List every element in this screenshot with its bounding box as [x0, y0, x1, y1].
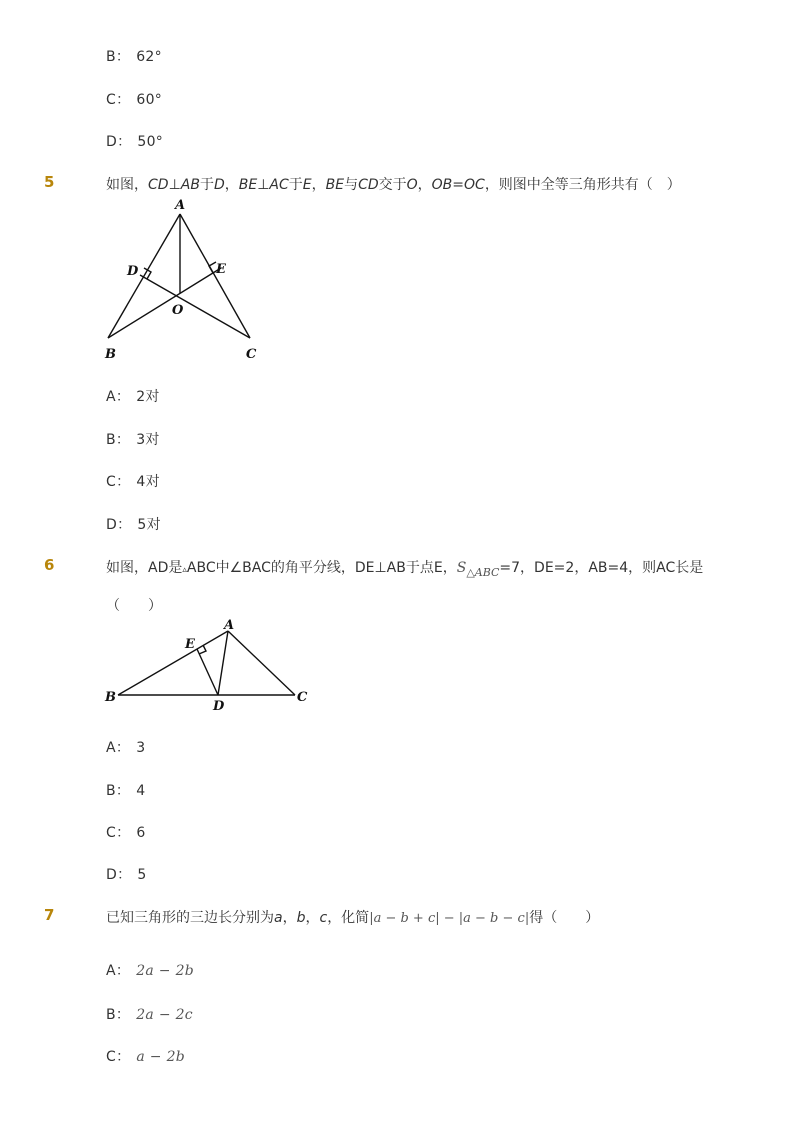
area-subscript: △ABC [466, 565, 500, 579]
option-value: 3 [136, 740, 146, 756]
label-d: D [127, 264, 139, 279]
question-number-6: 6 [44, 556, 55, 574]
option-label: B： [106, 432, 131, 448]
option-label: C： [106, 825, 131, 841]
option-label: D： [106, 134, 132, 150]
abs-expression: |a − b + c| − |a − b − c| [369, 911, 530, 926]
q5-yu1: 于 [199, 177, 214, 193]
area-symbol: S [456, 560, 467, 576]
q5-comma2: ， [311, 177, 326, 193]
option-label: A： [106, 389, 131, 405]
q5-text-suffix: ，则图中全等三角形共有（ ） [484, 177, 681, 193]
q5-text-prefix: 如图， [106, 177, 148, 193]
question-7-text [106, 907, 599, 927]
q7-option-c[interactable] [106, 1046, 185, 1066]
line-ac [180, 214, 250, 338]
q6-option-c[interactable] [106, 822, 146, 842]
q5-cd: CD [148, 177, 169, 193]
var-a: a [274, 910, 283, 926]
q5-be: BE [238, 177, 258, 193]
option-value: 60° [136, 92, 163, 108]
label-e: E [216, 262, 226, 277]
q5-yu3: 与 [344, 177, 359, 193]
q5-jiao: 交于 [378, 177, 407, 193]
q7-sep1: ， [282, 910, 297, 926]
question-number-7: 7 [44, 906, 55, 924]
q5-perp2: ⊥ [257, 177, 270, 193]
option-label: C： [106, 474, 131, 490]
line-de [197, 649, 218, 695]
q5-e: E [302, 177, 312, 193]
option-label: A： [106, 963, 131, 979]
option-label: B： [106, 1007, 131, 1023]
option-value: 2a − 2b [136, 963, 195, 979]
option-value: 3对 [136, 432, 160, 448]
option-value: 62° [136, 49, 162, 65]
q5-perp1: ⊥ [168, 177, 181, 193]
q5-ac: AC [269, 177, 289, 193]
label-d: D [213, 699, 225, 714]
q5-figure [96, 192, 276, 367]
q5-option-b[interactable] [106, 429, 160, 449]
option-value: 5 [137, 867, 147, 883]
q5-comma3: ， [417, 177, 432, 193]
q7-text-c: 得（ ） [529, 910, 600, 926]
question-number-5: 5 [44, 173, 55, 191]
option-label: B： [106, 783, 131, 799]
q7-option-b[interactable] [106, 1004, 193, 1024]
option-value: 2a − 2c [136, 1007, 193, 1023]
q5-eq: = [452, 177, 465, 193]
q5-ob: OB [431, 177, 453, 193]
line-ba [118, 631, 228, 695]
option-value: 6 [136, 825, 146, 841]
label-a: A [175, 198, 186, 213]
option-label: C： [106, 92, 131, 108]
q4-option-d[interactable] [106, 131, 163, 151]
question-6-text [106, 557, 703, 579]
option-value: 5对 [137, 517, 161, 533]
q6-option-a[interactable] [106, 737, 145, 757]
q4-option-c[interactable] [106, 89, 162, 109]
label-b: B [105, 347, 116, 362]
option-label: B： [106, 49, 131, 65]
q5-comma1: ， [224, 177, 239, 193]
q5-d: D [213, 177, 225, 193]
q6-text-b: ABC中∠BAC的角平分线，DE⊥AB于点E， [186, 560, 457, 576]
question-5-text [106, 174, 681, 194]
option-value: 50° [137, 134, 164, 150]
line-ad [218, 631, 228, 695]
q6-option-d[interactable] [106, 864, 147, 884]
q6-figure [100, 615, 315, 715]
q5-ab: AB [180, 177, 200, 193]
question-6-text-line2: （ ） [106, 598, 162, 614]
option-value: 4对 [136, 474, 160, 490]
line-ab [108, 214, 180, 338]
label-a: A [224, 618, 235, 633]
triangle-symbol: ▵ [182, 565, 187, 575]
label-c: C [297, 690, 308, 705]
q7-text-b: ，化简 [327, 910, 370, 926]
label-e: E [185, 637, 195, 652]
line-ac [228, 631, 295, 695]
q5-be2: BE [325, 177, 345, 193]
q7-option-a[interactable] [106, 960, 194, 980]
q5-o: O [406, 177, 418, 193]
var-b: b [296, 910, 306, 926]
q5-yu2: 于 [288, 177, 303, 193]
var-c: c [319, 910, 328, 926]
option-label: D： [106, 517, 132, 533]
option-label: C： [106, 1049, 131, 1065]
label-o: O [172, 303, 184, 318]
line-be [108, 268, 221, 338]
q4-option-b[interactable] [106, 46, 162, 66]
option-value: 4 [136, 783, 146, 799]
label-b: B [105, 690, 116, 705]
q6-option-b[interactable] [106, 780, 145, 800]
q7-text-a: 已知三角形的三边长分别为 [106, 910, 274, 926]
q5-option-a[interactable] [106, 386, 160, 406]
option-value: a − 2b [136, 1049, 186, 1065]
q6-text-a: 如图，AD是 [106, 560, 183, 576]
q5-option-c[interactable] [106, 471, 160, 491]
q5-oc: OC [464, 177, 485, 193]
q5-option-d[interactable] [106, 514, 161, 534]
option-label: D： [106, 867, 132, 883]
option-label: A： [106, 740, 131, 756]
q6-text-c: =7，DE=2，AB=4，则AC长是 [499, 560, 704, 576]
option-value: 2对 [136, 389, 160, 405]
label-c: C [246, 347, 257, 362]
q5-cd2: CD [358, 177, 379, 193]
q7-sep2: ， [305, 910, 320, 926]
